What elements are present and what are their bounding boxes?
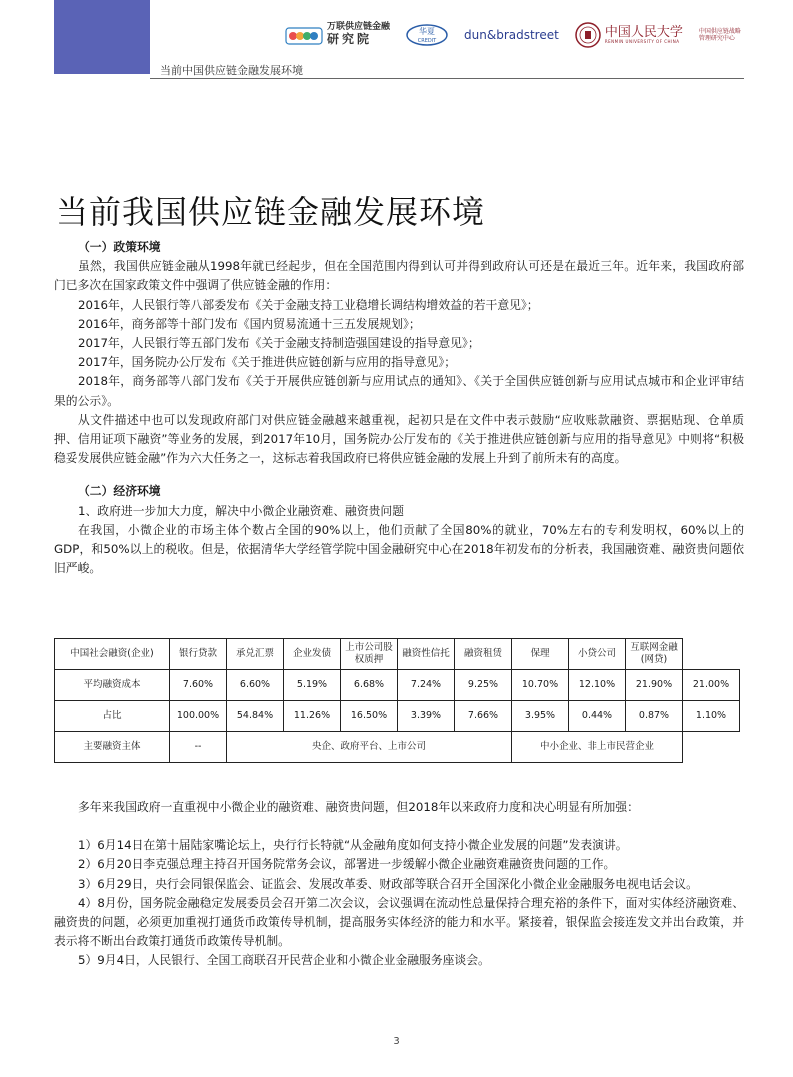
table-cell: 0.44% [569, 701, 626, 732]
table-cell: 12.10% [569, 670, 626, 701]
main-content [54, 238, 744, 578]
table-cell: 5.19% [284, 670, 341, 701]
table-cell: 7.24% [398, 670, 455, 701]
policy-summary: 从文件描述中也可以发现政府部门对供应链金融越来越重视，起初只是在文件中表示鼓励“应收账款融资、票据贴现、仓单质押、信用证项下融资”等业务的发展，到2017年10月，国务院办公厅发布的《关于推进供应链创新与应用的指导意见》中则将“积极稳妥发展供应链金融”作为六大任务之一，这标志着我国政府已将供应链金融的发展上升到了前所未有的高度。 [54, 412, 744, 466]
table-cell: 10.70% [512, 670, 569, 701]
policy-item: 2016年，商务部等十部门发布《国内贸易流通十三五发展规划》； [78, 316, 421, 331]
renmin-name-en: RENMIN UNIVERSITY OF CHINA [604, 38, 680, 44]
economy-paragraph: 在我国，小微企业的市场主体个数占全国的90%以上，他们贡献了全国80%的就业，70%左右的专利发明权，60%以上的GDP，和50%以上的税收。但是，依据清华大学经管学院中国金融研究中心在2018年初发布的分析表，我国融资难、融资贵问题依旧严峻。 [54, 522, 744, 576]
table-cell-group: 央企、政府平台、上市公司 [227, 732, 512, 763]
table-row-share [55, 701, 740, 732]
policy-intro: 虽然，我国供应链金融从1998年就已经起步，但在全国范围内得到认可并得到政府认可还是在最近三年。近年来，我国政府部门已多次在国家政策文件中强调了供应链金融的作用： [54, 259, 744, 293]
table-header-cell: 小贷公司 [569, 639, 626, 670]
table-cell: 16.50% [341, 701, 398, 732]
dnb-logo: dun&bradstreet [464, 28, 559, 42]
table-cell: 3.39% [398, 701, 455, 732]
table-cell-group: 中小企业、非上市民营企业 [512, 732, 683, 763]
renmin-name-cn: 中国人民大学 [604, 25, 683, 41]
renmin-seal-icon [575, 22, 601, 48]
policy-heading: （一）政策环境 [78, 240, 161, 254]
economy-subheading: 1、政府进一步加大力度，解决中小微企业融资难、融资贵问题 [78, 503, 405, 518]
wanlian-name-line2: 研究院 [327, 32, 373, 47]
institute-line2: 管理研究中心 [698, 35, 735, 42]
table-header-cell: 银行贷款 [170, 639, 227, 670]
header-section-label: 当前中国供应链金融发展环境 [160, 64, 303, 77]
table-header-cell: 企业发债 [284, 639, 341, 670]
table-header-cell: 上市公司股权质押 [341, 639, 398, 670]
table-cell: 9.25% [455, 670, 512, 701]
table-row-label: 主要融资主体 [55, 732, 170, 763]
table-cell: 3.95% [512, 701, 569, 732]
table-header-cell: 承兑汇票 [227, 639, 284, 670]
huaxia-credit-badge-icon [406, 23, 448, 47]
table-cell: 54.84% [227, 701, 284, 732]
table-header-cell: 融资租赁 [455, 639, 512, 670]
measures-intro: 多年来我国政府一直重视中小微企业的融资难、融资贵问题，但2018年以来政府力度和决心明显有所加强： [78, 800, 639, 814]
table-cell: -- [170, 732, 227, 763]
table-cell: 1.10% [683, 701, 740, 732]
header-color-block [54, 0, 150, 74]
institute-line1: 中国供应链战略 [698, 27, 741, 35]
table-header-cell: 中国社会融资(企业) [55, 639, 170, 670]
institute-logo [699, 28, 741, 42]
table-header-row [55, 639, 740, 670]
huaxia-credit-label: CREDIT [417, 38, 437, 44]
measure-item: 2）6月20日李克强总理主持召开国务院常务会议，部署进一步缓解小微企业融资难融资贵问题的工作。 [78, 857, 616, 872]
huaxia-label: 华夏 [419, 27, 436, 36]
table-row-main-subject [55, 732, 740, 763]
wanlian-name-line1: 万联供应链金融 [327, 22, 391, 33]
measure-item: 5）9月4日，人民银行、全国工商联召开民营企业和小微企业金融服务座谈会。 [78, 953, 490, 968]
measures-block [54, 798, 744, 971]
table-cell: 21.00% [683, 670, 740, 701]
table-cell: 0.87% [626, 701, 683, 732]
header-logos [285, 18, 745, 52]
policy-item: 2017年，国务院办公厅发布《关于推进供应链创新与应用的指导意见》； [78, 355, 457, 370]
page-number: 3 [393, 1036, 400, 1047]
table-cell: 11.26% [284, 701, 341, 732]
policy-item: 2017年，人民银行等五部门发布《关于金融支持制造强国建设的指导意见》； [78, 336, 480, 351]
table-cell: 21.90% [626, 670, 683, 701]
huaxia-credit-logo [406, 23, 448, 47]
measure-item: 1）6月14日在第十届陆家嘴论坛上，央行行长特就“从金融角度如何支持小微企业发展的问题”发表演讲。 [78, 838, 628, 853]
economy-heading: （二）经济环境 [78, 484, 161, 499]
table-cell: 100.00% [170, 701, 227, 732]
wanlian-logo [285, 23, 390, 47]
table-header-cell: 互联网金融(网贷) [626, 639, 683, 670]
table-cell: 6.60% [227, 670, 284, 701]
table-row-avg-cost [55, 670, 740, 701]
table-row-label: 平均融资成本 [55, 670, 170, 701]
table-row-label: 占比 [55, 701, 170, 732]
policy-item: 2018年，商务部等八部门发布《关于开展供应链创新与应用试点的通知》、《关于全国供应链创新与应用试点城市和企业评审结果的公示》。 [54, 374, 744, 408]
measure-item: 3）6月29日，央行会同银保监会、证监会、发展改革委、财政部等联合召开全国深化小微企业金融服务电视电话会议。 [78, 876, 698, 891]
table-cell: 6.68% [341, 670, 398, 701]
measure-item: 4）8月份，国务院金融稳定发展委员会召开第二次会议，会议强调在流动性总量保持合理充裕的条件下，面对实体经济融资难、融资贵的问题，必须更加重视打通货币政策传导机制，提高服务实体经济的能力和水平。紧接着，银保监会接连发文并出台政策，并表示将不断出台政策打通货币政策传导机制。 [54, 895, 744, 949]
page-title: 当前我国供应链金融发展环境 [56, 193, 486, 232]
table-header-cell: 保理 [512, 639, 569, 670]
header-divider [150, 78, 744, 79]
table-cell: 7.60% [170, 670, 227, 701]
renmin-logo [575, 22, 683, 48]
policy-item: 2016年，人民银行等八部委发布《关于金融支持工业稳增长调结构增效益的若干意见》； [78, 297, 539, 312]
wanlian-emblem-icon [285, 23, 323, 47]
financing-cost-table [54, 638, 740, 763]
table-cell: 7.66% [455, 701, 512, 732]
table-header-cell: 融资性信托 [398, 639, 455, 670]
